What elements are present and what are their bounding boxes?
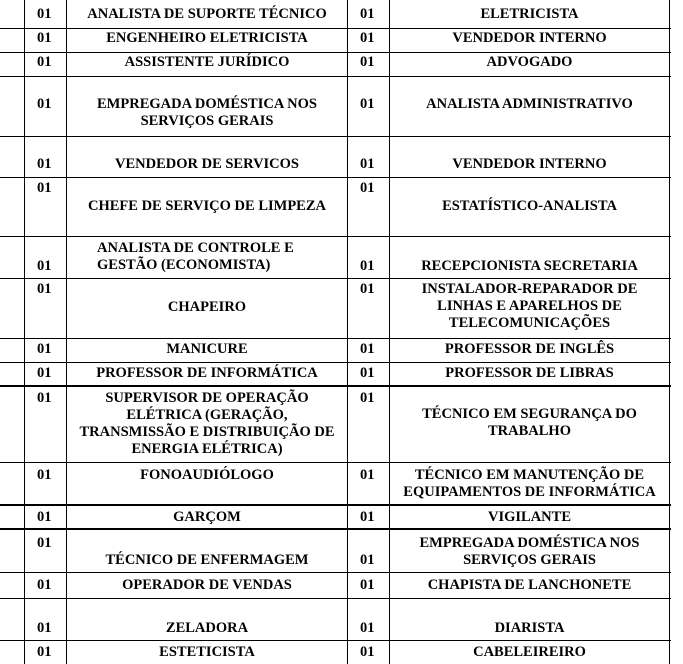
job-title-cell: EMPREGADA DOMÉSTICA NOS SERVIÇOS GERAIS	[97, 96, 317, 129]
job-title-cell: DIARISTA	[494, 620, 565, 636]
row-divider	[0, 572, 671, 573]
job-title-cell: EMPREGADA DOMÉSTICA NOS SERVIÇOS GERAIS	[419, 535, 640, 568]
quantity-cell: 01	[360, 180, 375, 196]
job-title-cell: PROFESSOR DE LIBRAS	[445, 365, 614, 381]
quantity-cell: 01	[37, 467, 52, 483]
job-title-cell: PROFESSOR DE INGLÊS	[444, 341, 615, 357]
column-divider	[347, 0, 348, 664]
quantity-cell: 01	[360, 509, 375, 525]
quantity-cell: 01	[37, 390, 52, 406]
row-divider	[0, 504, 671, 506]
row-divider	[0, 28, 671, 29]
job-title-cell: CHAPISTA DE LANCHONETE	[427, 577, 632, 593]
table-border-left	[24, 0, 25, 664]
quantity-cell: 01	[37, 535, 52, 551]
quantity-cell: 01	[37, 96, 52, 112]
job-title-cell: ANALISTA ADMINISTRATIVO	[426, 96, 633, 112]
quantity-cell: 01	[37, 365, 52, 381]
row-divider	[0, 52, 671, 53]
quantity-cell: 01	[37, 180, 52, 196]
quantity-cell: 01	[360, 156, 375, 172]
row-divider	[0, 385, 671, 387]
job-title-cell: SUPERVISOR DE OPERAÇÃO ELÉTRICA (GERAÇÃO, TRANSMISSÃO E DISTRIBUIÇÃO DE ENERGIA ELÉTRICA)	[79, 390, 335, 457]
job-title-cell: CABELEIREIRO	[473, 644, 586, 660]
row-divider	[0, 236, 671, 237]
quantity-cell: 01	[360, 341, 375, 357]
row-divider	[0, 338, 671, 339]
job-title-cell: RECEPCIONISTA SECRETARIA	[421, 258, 638, 274]
quantity-cell: 01	[360, 54, 375, 70]
row-divider	[0, 528, 671, 530]
job-title-cell: FONOAUDIÓLOGO	[140, 467, 274, 483]
job-title-cell: VIGILANTE	[488, 509, 571, 525]
job-title-cell: ANALISTA DE CONTROLE E GESTÃO (ECONOMISTA)	[97, 240, 294, 273]
quantity-cell: 01	[37, 258, 52, 274]
quantity-cell: 01	[37, 54, 52, 70]
job-title-cell: ASSISTENTE JURÍDICO	[124, 54, 290, 70]
row-divider	[0, 278, 671, 279]
quantity-cell: 01	[360, 620, 375, 636]
quantity-cell: 01	[37, 30, 52, 46]
quantity-cell: 01	[360, 552, 375, 568]
quantity-cell: 01	[37, 6, 52, 22]
quantity-cell: 01	[360, 467, 375, 483]
quantity-cell: 01	[37, 620, 52, 636]
quantity-cell: 01	[360, 281, 375, 297]
job-title-cell: ENGENHEIRO ELETRICISTA	[106, 30, 308, 46]
job-title-cell: OPERADOR DE VENDAS	[122, 577, 292, 593]
job-title-cell: VENDEDOR DE SERVICOS	[115, 156, 299, 172]
job-title-cell: ESTATÍSTICO-ANALISTA	[442, 198, 617, 214]
job-title-cell: INSTALADOR-REPARADOR DE LINHAS E APARELHOS DE TELECOMUNICAÇÕES	[421, 281, 638, 331]
row-divider	[0, 598, 671, 599]
quantity-cell: 01	[37, 577, 52, 593]
job-title-cell: ADVOGADO	[486, 54, 573, 70]
row-divider	[0, 640, 671, 641]
quantity-cell: 01	[360, 390, 375, 406]
table-border-right	[669, 0, 670, 664]
row-divider	[0, 136, 671, 137]
job-title-cell: TÉCNICO DE ENFERMAGEM	[105, 552, 309, 568]
job-title-cell: GARÇOM	[173, 509, 241, 525]
quantity-cell: 01	[360, 644, 375, 660]
job-title-cell: CHEFE DE SERVIÇO DE LIMPEZA	[88, 198, 326, 214]
job-title-cell: VENDEDOR INTERNO	[452, 30, 607, 46]
job-title-cell: ESTETICISTA	[159, 644, 255, 660]
job-title-cell: MANICURE	[166, 341, 248, 357]
quantity-cell: 01	[360, 577, 375, 593]
quantity-cell: 01	[360, 30, 375, 46]
job-title-cell: ZELADORA	[165, 620, 249, 636]
row-divider	[0, 462, 671, 463]
job-title-cell: TÉCNICO EM MANUTENÇÃO DE EQUIPAMENTOS DE INFORMÁTICA	[403, 467, 656, 500]
job-title-cell: TÉCNICO EM SEGURANÇA DO TRABALHO	[422, 406, 637, 439]
job-title-cell: ANALISTA DE SUPORTE TÉCNICO	[87, 6, 327, 22]
quantity-cell: 01	[360, 6, 375, 22]
row-divider	[0, 362, 671, 363]
quantity-cell: 01	[360, 96, 375, 112]
quantity-cell: 01	[37, 281, 52, 297]
job-title-cell: ELETRICISTA	[480, 6, 579, 22]
quantity-cell: 01	[37, 644, 52, 660]
row-divider	[0, 76, 671, 77]
quantity-cell: 01	[37, 156, 52, 172]
job-title-cell: VENDEDOR INTERNO	[452, 156, 607, 172]
quantity-cell: 01	[360, 258, 375, 274]
quantity-cell: 01	[37, 341, 52, 357]
job-title-cell: PROFESSOR DE INFORMÁTICA	[96, 365, 318, 381]
quantity-cell: 01	[360, 365, 375, 381]
job-title-cell: CHAPEIRO	[167, 299, 247, 315]
quantity-cell: 01	[37, 509, 52, 525]
row-divider	[0, 177, 671, 178]
